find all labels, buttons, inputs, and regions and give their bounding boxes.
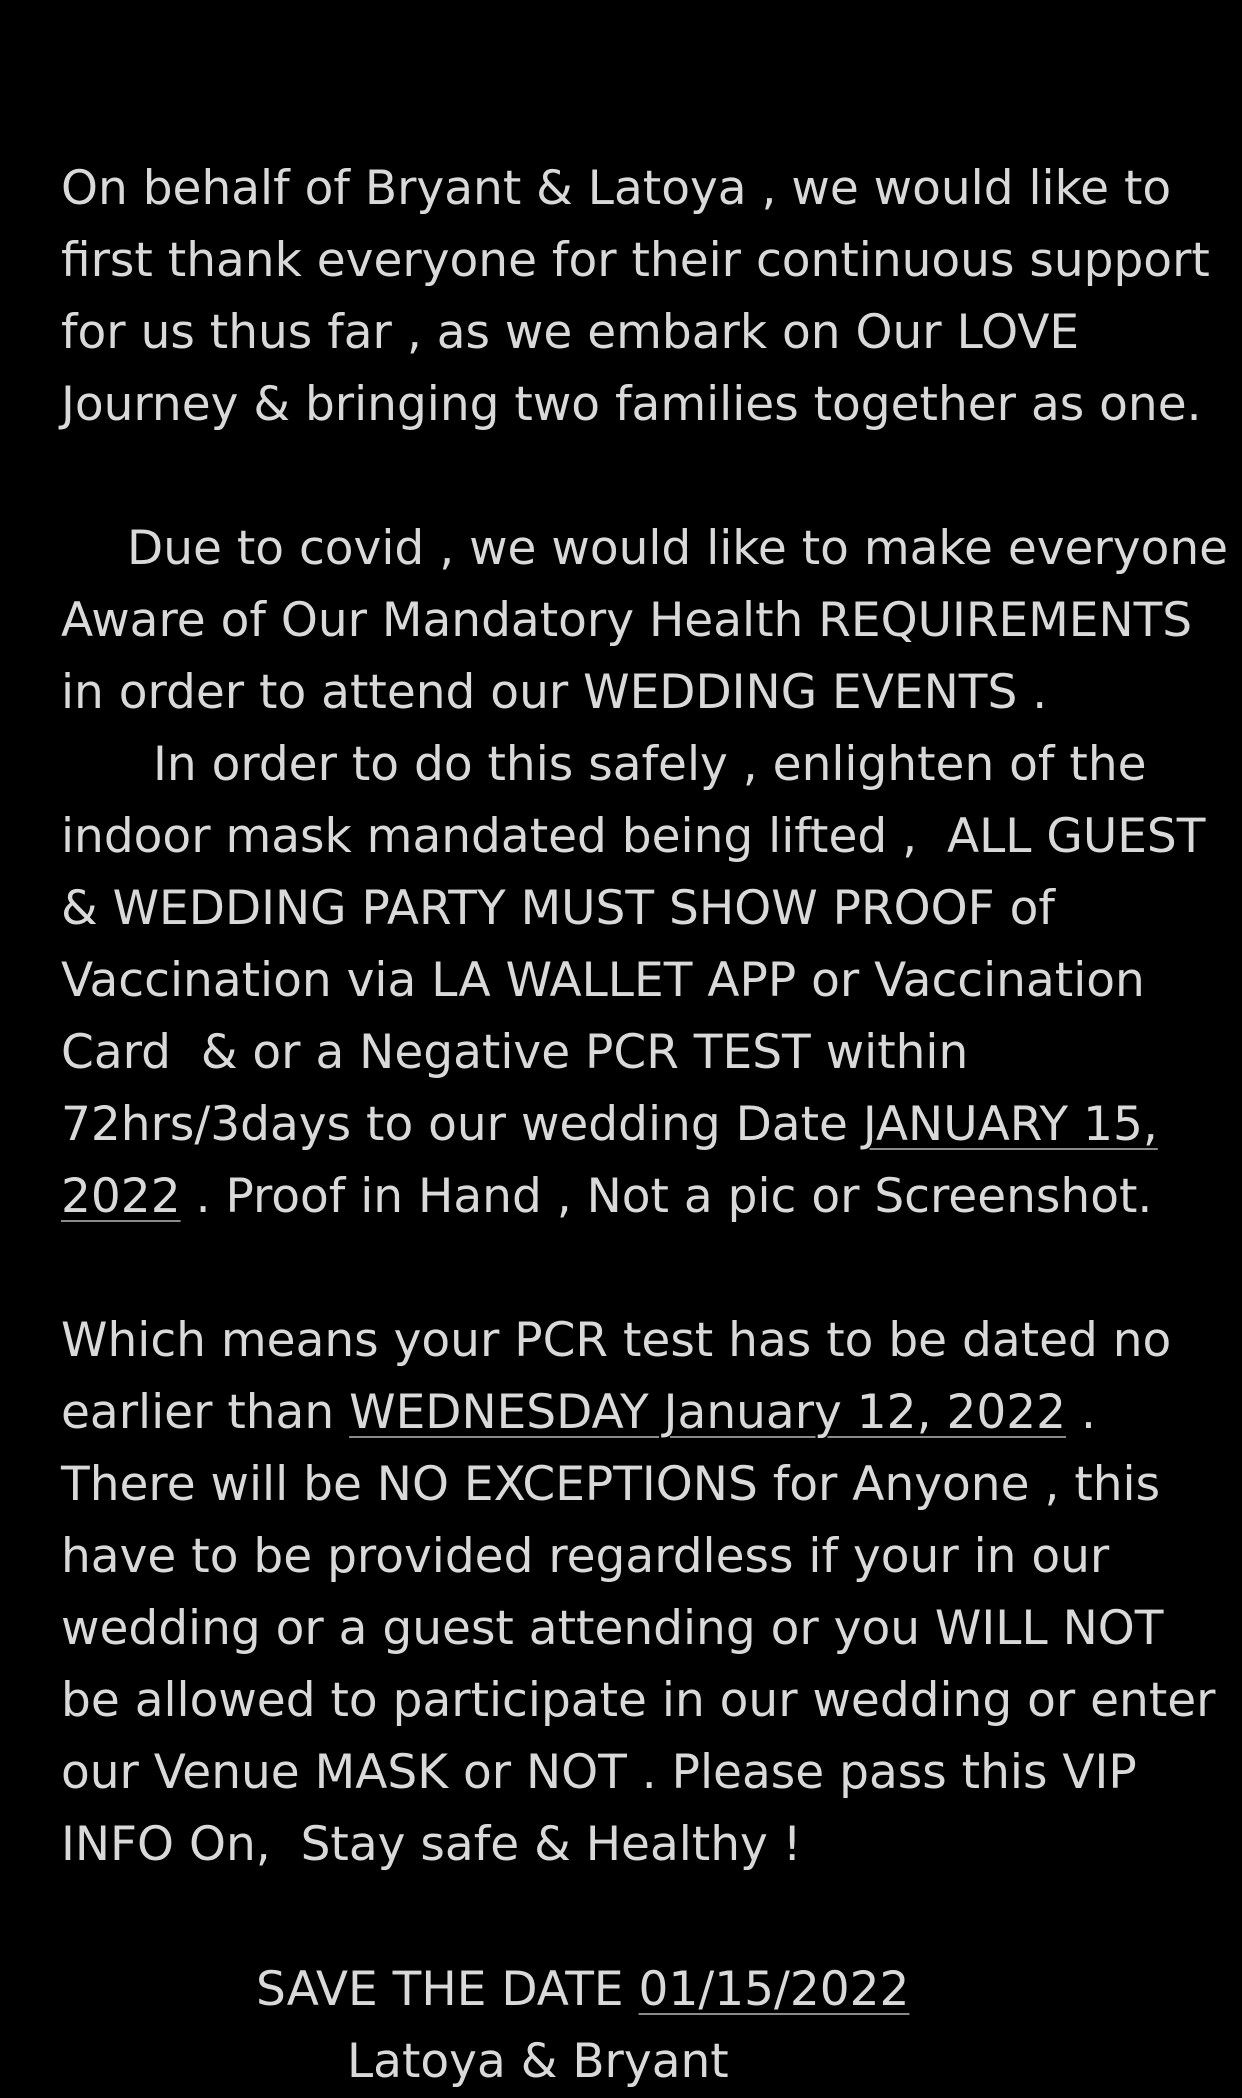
note-line: & WEDDING PARTY MUST SHOW PROOF of [61,881,1055,936]
note-line: in order to attend our WEDDING EVENTS . [61,665,1048,720]
note-line: wedding or a guest attending or you WILL NOT [61,1601,1164,1656]
note-line: for us thus far , as we embark on Our LOVE [61,305,1080,360]
note-line: INFO On, Stay safe & Healthy ! [61,1817,802,1872]
note-line [61,1161,1191,1233]
note-line: Card & or a Negative PCR TEST within [61,1025,969,1080]
note-text: . [1066,1385,1096,1440]
paragraph-spacer [61,441,1191,513]
note-text: 72hrs/3days to our wedding Date [61,1097,863,1152]
date-link-jan-15[interactable]: JANUARY 15, [862,1097,1158,1152]
note-line: be allowed to participate in our wedding or enter [61,1673,1216,1728]
note-line: have to be provided regardless if your in our [61,1529,1110,1584]
note-line: Due to covid , we would like to make everyone [127,521,1229,576]
note-line [61,1089,1191,1161]
note-line: first thank everyone for their continuous support [61,233,1210,288]
note-text: . Proof in Hand , Not a pic or Screenshot. [180,1169,1153,1224]
date-link-jan-12[interactable]: WEDNESDAY January 12, 2022 [349,1385,1067,1440]
note-line: indoor mask mandated being lifted , ALL GUEST [61,809,1206,864]
paragraph-spacer [61,1233,1191,1305]
note-body [61,153,1229,1881]
save-the-date-label: SAVE THE DATE [256,1962,639,2017]
note-line: our Venue MASK or NOT . Please pass this VIP [61,1745,1137,1800]
note-line [61,1377,1191,1449]
note-line: On behalf of Bryant & Latoya , we would like to [61,161,1172,216]
signature: Latoya & Bryant [347,2034,729,2089]
note-line: There will be NO EXCEPTIONS for Anyone , this [61,1457,1161,1512]
note-text: earlier than [61,1385,350,1440]
note-line: Vaccination via LA WALLET APP or Vaccination [61,953,1145,1008]
date-link-save-date[interactable]: 01/15/2022 [638,1962,910,2017]
note-line: Journey & bringing two families together as one. [61,377,1202,432]
note-line: Which means your PCR test has to be dated no [61,1313,1172,1368]
note-line: Aware of Our Mandatory Health REQUIREMENTS [61,593,1193,648]
date-link-jan-15-year[interactable]: 2022 [61,1169,181,1224]
save-the-date-line [256,1954,909,2026]
note-line: In order to do this safely , enlighten of the [153,737,1147,792]
